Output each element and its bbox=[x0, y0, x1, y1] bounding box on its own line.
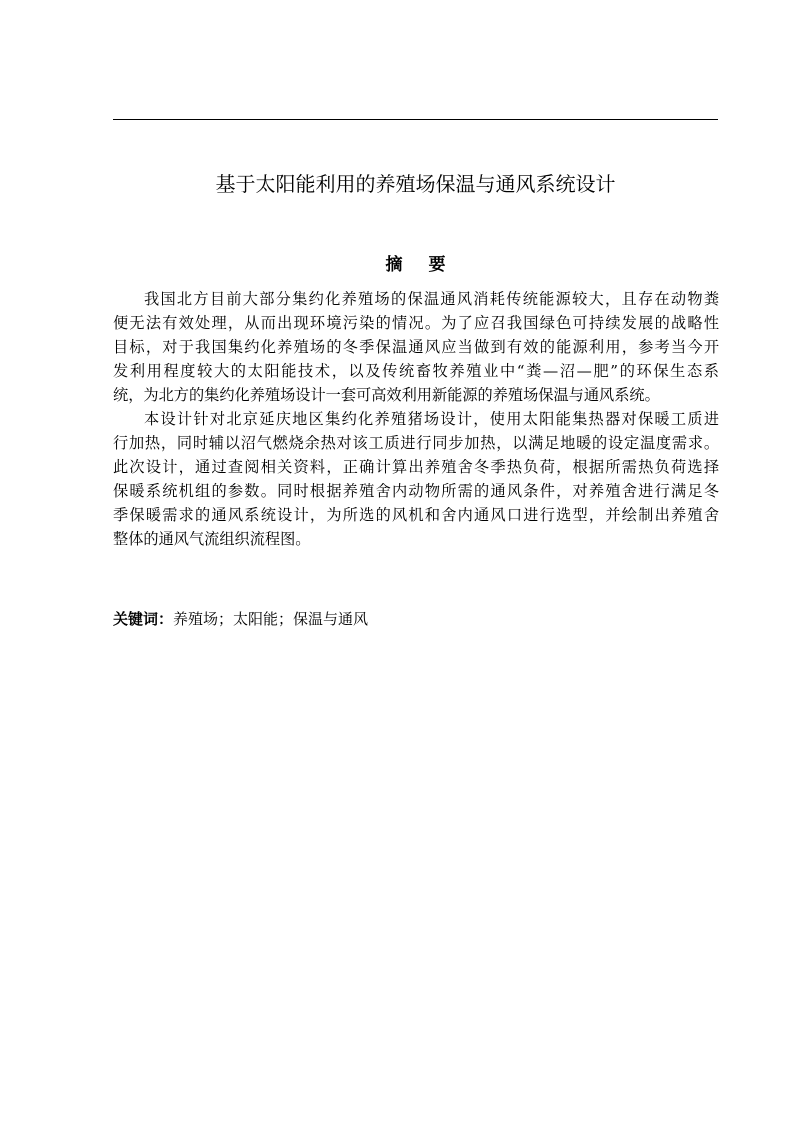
abstract-line: 行加热，同时辅以沼气燃烧余热对该工质进行同步加热，以满足地暖的设定温度需求。 bbox=[113, 434, 719, 452]
abstract-heading: 摘 要 bbox=[385, 255, 456, 275]
abstract-line: 保暖系统机组的参数。同时根据养殖舍内动物所需的通风条件，对养殖舍进行满足冬 bbox=[113, 482, 719, 500]
keywords bbox=[113, 607, 719, 631]
abstract-line: 发利用程度较大的太阳能技术，以及传统畜牧养殖业中“粪—沼—肥”的环保生态系 bbox=[113, 362, 719, 380]
abstract-line: 我国北方目前大部分集约化养殖场的保温通风消耗传统能源较大，且存在动物粪 bbox=[144, 290, 719, 308]
abstract-line: 本设计针对北京延庆地区集约化养殖猪场设计，使用太阳能集热器对保暖工质进 bbox=[144, 410, 719, 428]
header-rule bbox=[113, 119, 718, 120]
abstract-line: 整体的通风气流组织流程图。 bbox=[113, 530, 311, 548]
abstract-line: 季保暖需求的通风系统设计，为所选的风机和舍内通风口进行选型，并绘制出养殖舍 bbox=[113, 506, 719, 524]
abstract-line: 便无法有效处理，从而出现环境污染的情况。为了应召我国绿色可持续发展的战略性 bbox=[113, 314, 719, 332]
abstract-paragraph-1 bbox=[113, 287, 719, 407]
abstract-body bbox=[113, 287, 719, 551]
abstract-paragraph-2 bbox=[113, 407, 719, 551]
keywords-label: 关键词： bbox=[113, 610, 174, 628]
abstract-line: 统，为北方的集约化养殖场设计一套可高效利用新能源的养殖场保温与通风系统。 bbox=[113, 386, 660, 404]
paper-title: 基于太阳能利用的养殖场保温与通风系统设计 bbox=[215, 172, 616, 196]
abstract-line: 此次设计，通过查阅相关资料，正确计算出养殖舍冬季热负荷，根据所需热负荷选择 bbox=[113, 458, 719, 476]
keywords-value: 养殖场；太阳能；保温与通风 bbox=[173, 610, 369, 628]
abstract-line: 目标，对于我国集约化养殖场的冬季保温通风应当做到有效的能源利用，参考当今开 bbox=[113, 338, 719, 356]
